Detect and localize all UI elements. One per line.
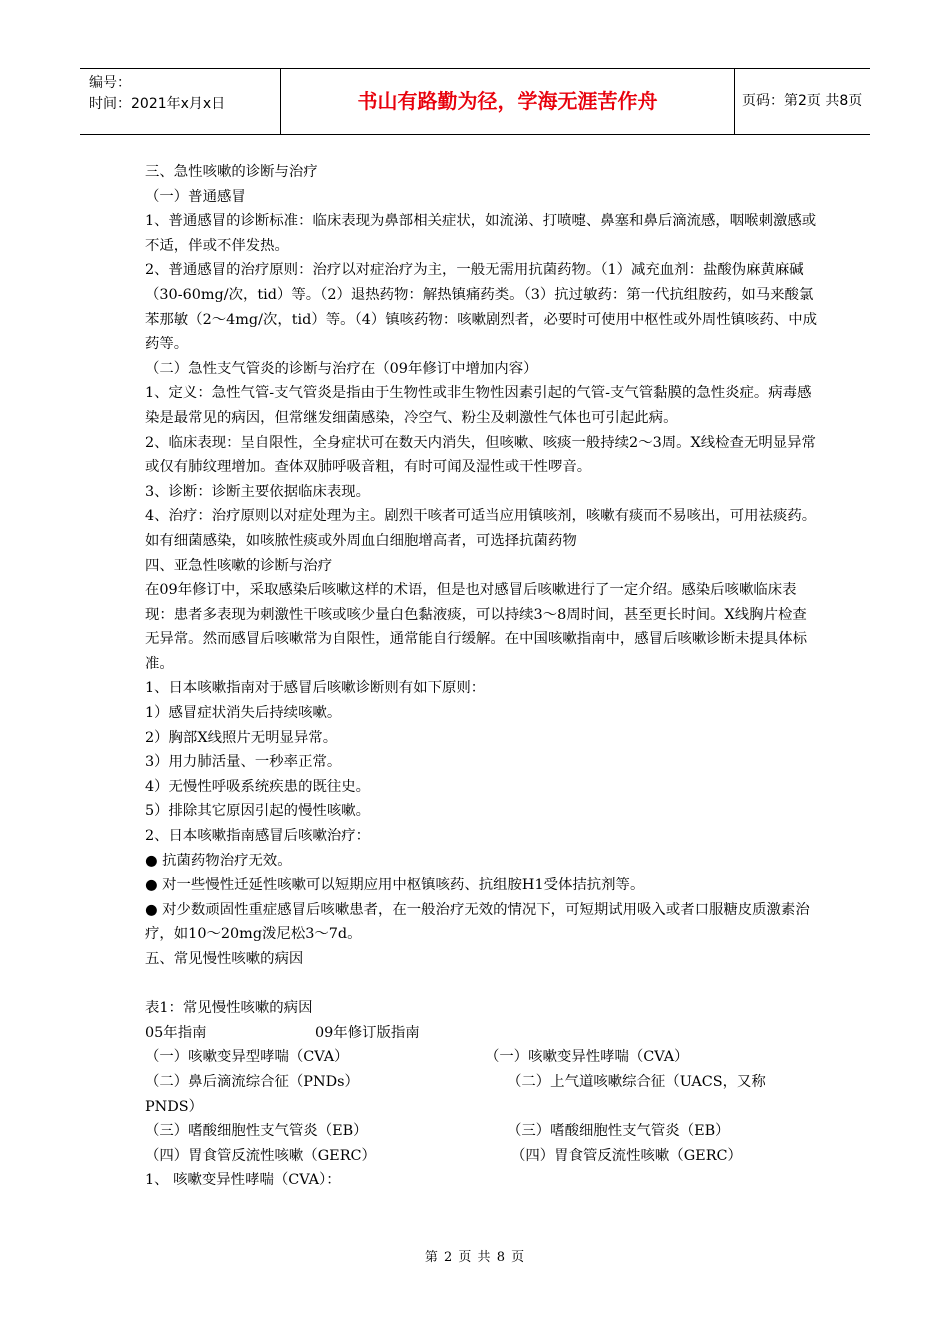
table-cell-right: （一）咳嗽变异性哮喘（CVA） [485, 1049, 689, 1066]
subsection-heading: 1、 咳嗽变异性哮喘（CVA）： [145, 1172, 341, 1189]
paragraph: 2、日本咳嗽指南感冒后咳嗽治疗： [145, 828, 371, 845]
table-header-row [145, 1021, 817, 1046]
table-caption: 表1：常见慢性咳嗽的病因 [145, 1000, 313, 1017]
header-meta [89, 73, 225, 115]
list-item: 4）无慢性呼吸系统疾患的既往史。 [145, 778, 371, 795]
paragraph: 4、治疗：治疗原则以对症处理为主。剧烈干咳者可适当应用镇咳剂，咳嗽有痰而不易咳出，可用祛痰药。如有细菌感染，如咳脓性痰或外周血白细胞增高者，可选择抗菌药物 [145, 508, 817, 549]
list-item: 5）排除其它原因引起的慢性咳嗽。 [145, 803, 371, 820]
document-body [145, 160, 817, 1193]
subsection-heading: （一）普通感冒 [145, 188, 246, 205]
table-row [145, 1045, 817, 1070]
section-heading: 三、急性咳嗽的诊断与治疗 [145, 164, 318, 180]
section-heading: 五、常见慢性咳嗽的病因 [145, 951, 304, 967]
paragraph: 2、普通感冒的治疗原则：治疗以对症治疗为主，一般无需用抗菌药物。（1）减充血剂：盐酸伪麻黄麻碱（30-60mg/次，tid）等。（2）退热药物：解热镇痛药类。（3）抗过敏药：第一代抗组胺药，如马来酸氯苯那敏（2～4mg/次，tid）等。（4）镇咳药物：咳嗽剧烈者，必要时可使用中枢性或外周性镇咳药、中成药等。 [145, 262, 817, 353]
table-row [145, 1070, 817, 1095]
section-heading: 四、亚急性咳嗽的诊断与治疗 [145, 557, 333, 574]
bullet-item: ● 对一些慢性迁延性咳嗽可以短期应用中枢镇咳药、抗组胺H1受体拮抗剂等。 [145, 877, 645, 894]
table-row [145, 1119, 817, 1144]
table-cell-right: （三）嗜酸细胞性支气管炎（EB） [507, 1123, 730, 1140]
blank-line [145, 972, 817, 997]
page-footer: 第 2 页 共 8 页 [424, 1250, 526, 1265]
table-cell-right: （二）上气道咳嗽综合征（UACS，又称 [507, 1073, 766, 1090]
header-page-number: 页码：第2页 共8页 [742, 93, 863, 109]
table-col2-header: 09年修订版指南 [315, 1024, 420, 1041]
document-time-label: 时间：2021年x月x日 [89, 96, 226, 112]
paragraph: 2、临床表现：呈自限性，全身症状可在数天内消失，但咳嗽、咳痰一般持续2～3周。X线检查无明显异常或仅有肺纹理增加。查体双肺呼吸音粗，有时可闻及湿性或干性啰音。 [145, 434, 816, 476]
list-item: 3）用力肺活量、一秒率正常。 [145, 754, 342, 771]
table-cell-right: （四）胃食管反流性咳嗽（GERC） [511, 1147, 742, 1164]
paragraph: 1、日本咳嗽指南对于感冒后咳嗽诊断则有如下原则： [145, 680, 486, 697]
bullet-item: ● 抗菌药物治疗无效。 [145, 852, 292, 869]
list-item: 1）感冒症状消失后持续咳嗽。 [145, 705, 342, 722]
table-col1-header: 05年指南 [145, 1024, 207, 1041]
paragraph: 在09年修订中，采取感染后咳嗽这样的术语，但是也对感冒后咳嗽进行了一定介绍。感染后咳嗽临床表现：患者多表现为刺激性干咳或咳少量白色黏液痰，可以持续3～8周时间，甚至更长时间。X线胸片检查无异常。然而感冒后咳嗽常为自限性，通常能自行缓解。在中国咳嗽指南中，感冒后咳嗽诊断未提具体标准。 [145, 582, 807, 672]
table-cell-left: （三）嗜酸细胞性支气管炎（EB） [145, 1123, 368, 1140]
table-cell-left: PNDS） [145, 1098, 204, 1115]
list-item: 2）胸部X线照片无明显异常。 [145, 729, 338, 746]
table-cell-left: （四）胃食管反流性咳嗽（GERC） [145, 1147, 376, 1164]
subsection-heading: （二）急性支气管炎的诊断与治疗在（09年修订中增加内容） [145, 360, 538, 377]
header-motto: 书山有路勤为径，学海无涯苦作舟 [280, 69, 735, 134]
paragraph: 1、定义：急性气管-支气管炎是指由于生物性或非生物性因素引起的气管-支气管黏膜的急性炎症。病毒感染是最常见的病因，但常继发细菌感染，冷空气、粉尘及刺激性气体也可引起此病。 [145, 385, 812, 426]
bullet-item: ● 对少数顽固性重症感冒后咳嗽患者，在一般治疗无效的情况下，可短期试用吸入或者口服糖皮质激素治疗，如10～20mg泼尼松3～7d。 [145, 901, 810, 943]
paragraph: 3、诊断：诊断主要依据临床表现。 [145, 483, 371, 500]
document-number-label: 编号： [89, 75, 131, 91]
table-cell-left: （一）咳嗽变异型哮喘（CVA） [145, 1049, 349, 1066]
table-cell-left: （二）鼻后滴流综合征（PNDs） [145, 1073, 359, 1090]
table-row [145, 1095, 817, 1120]
page-header [80, 68, 870, 135]
table-row [145, 1144, 817, 1169]
paragraph: 1、普通感冒的诊断标准：临床表现为鼻部相关症状，如流涕、打喷嚏、鼻塞和鼻后滴流感，咽喉刺激感或不适，伴或不伴发热。 [145, 213, 817, 254]
